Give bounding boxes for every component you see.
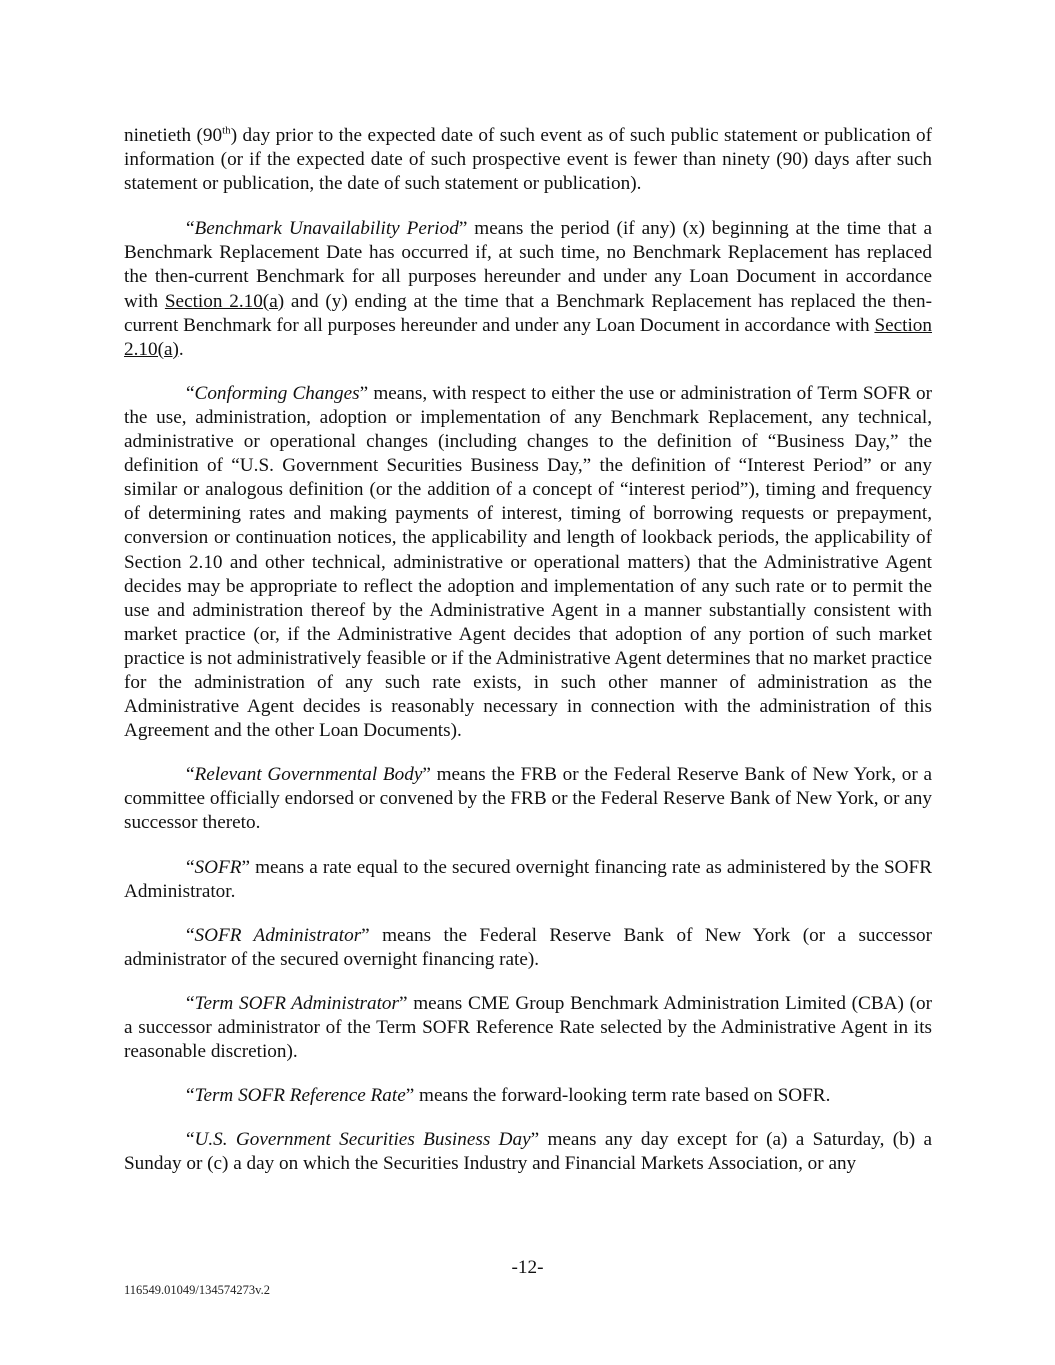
page-number: -12- <box>511 1257 544 1278</box>
section-reference: Section 2.10(a) <box>164 290 285 312</box>
continuation-paragraph: ninetieth (90th) day prior to the expected date of such event as of such public statement or publication of information (or if the expected date of such prospective event is fewer than ninety (90) days after such statement or publication, the date of such statement or publication). <box>124 124 933 195</box>
definition-term-sofr-reference-rate: “Term SOFR Reference Rate” means the forward-looking term rate based on SOFR. <box>186 1085 831 1107</box>
defined-term: U.S. Government Securities Business Day <box>194 1129 531 1151</box>
definition-benchmark-unavailability-period: “Benchmark Unavailability Period” means the period (if any) (x) beginning at the time that a Benchmark Replacement Date has occurred if, at such time, no Benchmark Replacement has replaced the then-current Benchmark for all purposes hereunder and under any Loan Document in accordance with Section 2.10(a) and (y) ending at the time that a Benchmark Replacement has replaced the then-current Benchmark for all purposes hereunder and under any Loan Document in accordance with Section 2.10(a). <box>124 218 932 360</box>
defined-term: Term SOFR Administrator <box>194 992 399 1014</box>
definition-us-government-securities-business-day: “U.S. Government Securities Business Day” means any day except for (a) a Saturday, (b) a Sunday or (c) a day on which the Securities Industry and Financial Markets Association, or any <box>124 1129 933 1175</box>
section-reference: Section 2.10(a) <box>124 314 932 360</box>
document-id: 116549.01049/134574273v.2 <box>124 1283 270 1297</box>
document-body <box>124 124 932 1196</box>
definition-term-sofr-administrator: “Term SOFR Administrator” means CME Group Benchmark Administration Limited (CBA) (or a successor administrator of the Term SOFR Reference Rate selected by the Administrative Agent in its reasonable discretion). <box>124 992 932 1063</box>
defined-term: Term SOFR Reference Rate <box>194 1085 406 1107</box>
ordinal-suffix: th <box>222 124 231 137</box>
defined-term: SOFR <box>194 856 242 878</box>
definition-relevant-governmental-body: “Relevant Governmental Body” means the FRB or the Federal Reserve Bank of New York, or a committee officially endorsed or convened by the FRB or the Federal Reserve Bank of New York, or any successor thereto. <box>124 764 932 834</box>
definition-sofr: “SOFR” means a rate equal to the secured overnight financing rate as administered by the SOFR Administrator. <box>124 856 932 902</box>
definition-sofr-administrator: “SOFR Administrator” means the Federal Reserve Bank of New York (or a successor administrator of the secured overnight financing rate). <box>124 924 932 970</box>
defined-term: SOFR Administrator <box>194 924 362 946</box>
defined-term: Relevant Governmental Body <box>194 764 423 786</box>
definition-conforming-changes: “Conforming Changes” means, with respect to either the use or administration of Term SOFR or the use, administration, adoption or implementation of any Benchmark Replacement, any technical, administrative or operational changes (including changes to the definition of “Business Day,” the definition of “U.S. Government Securities Business Day,” the definition of “Interest Period” or any similar or analogous definition (or the addition of a concept of “interest period”), timing and frequency of determining rates and making payments of interest, timing of borrowing requests or prepayment, conversion or continuation notices, the applicability and length of lookback periods, the applicability of Section 2.10 and other technical, administrative or operational matters) that the Administrative Agent decides may be appropriate to reflect the adoption and implementation of any such rate or to permit the use and administration thereof by the Administrative Agent in a manner substantially consistent with market practice (or, if the Administrative Agent decides that adoption of any portion of such market practice is not administratively feasible or if the Administrative Agent determines that no market practice for the administration of any such rate exists, in such other manner of administration as the Administrative Agent decides is reasonably necessary in connection with the administration of this Agreement and the other Loan Documents). <box>124 382 932 742</box>
defined-term: Conforming Changes <box>194 382 360 404</box>
defined-term: Benchmark Unavailability Period <box>194 218 459 240</box>
